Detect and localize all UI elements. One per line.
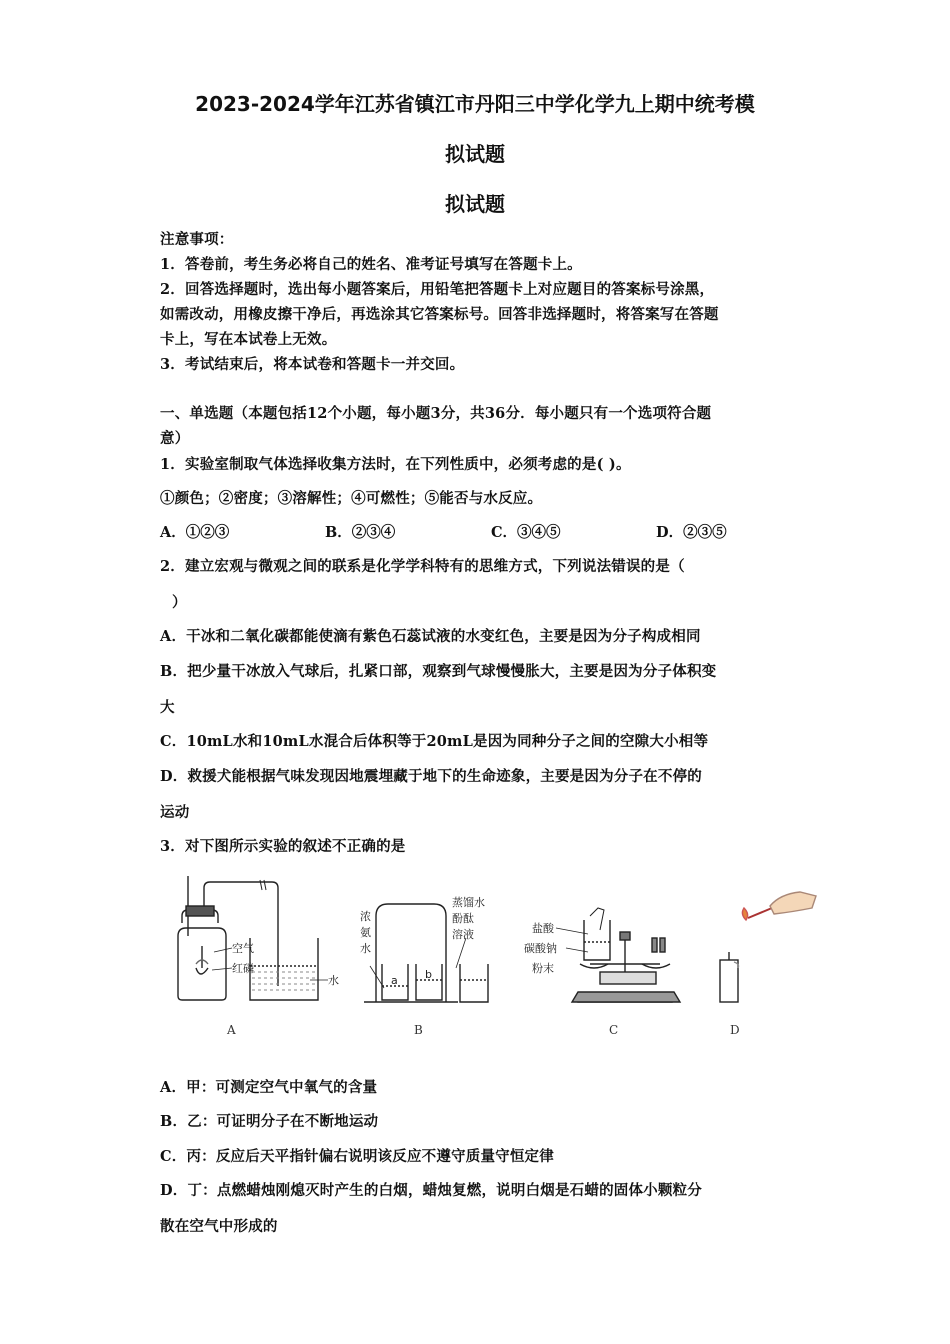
label-sodium-carbonate: 碳酸钠 [524,942,557,955]
notice-heading: 注意事项： [160,231,234,248]
q3-experiment-figure [160,868,820,1048]
q1-option-b: B．②③④ [325,524,396,541]
q2-option-b: B．把少量干冰放入气球后，扎紧口部，观察到气球慢慢胀大，主要是因为分子体积变 [160,663,717,680]
section-heading-cont: 意） [160,430,190,447]
q1-stem: 1．实验室制取气体选择收集方法时，在下列性质中，必须考虑的是( )。 [160,456,631,473]
q1-option-a: A．①②③ [160,524,230,541]
q2-option-a: A．干冰和二氧化碳都能使滴有紫色石蕊试液的水变红色，主要是因为分子构成相同 [160,628,701,645]
label-conc: 浓 [360,910,371,923]
q3-option-c: C．丙：反应后天平指针偏右说明该反应不遵守质量守恒定律 [160,1148,554,1165]
section-heading: 一、单选题（本题包括12个小题，每小题3分，共36分．每小题只有一个选项符合题 [160,405,712,422]
label-ammonia: 氨 [360,926,371,939]
notice-item-2-cont: 如需改动，用橡皮擦干净后，再选涂其它答案标号。回答非选择题时，将答案写在答题 [160,306,719,323]
exam-title-line1: 2023-2024学年江苏省镇江市丹阳三中学化学九上期中统考模 [195,92,755,116]
q1-option-d: D．②③⑤ [656,524,727,541]
caption-b: B [414,1023,423,1037]
q3-option-a: A．甲：可测定空气中氧气的含量 [160,1079,378,1096]
label-water: 水 [328,974,339,987]
label-beaker-a: a [391,974,398,987]
caption-c: C [609,1023,619,1037]
label-red-phosphorus: 红磷 [232,962,254,975]
exam-title-line2: 拟试题 [445,142,505,166]
label-solution: 溶液 [452,928,474,941]
notice-item-1: 1．答卷前，考生务必将自己的姓名、准考证号填写在答题卡上。 [160,256,582,273]
label-beaker-b: b [425,968,432,981]
q3-option-d: D．丁：点燃蜡烛刚熄灭时产生的白烟，蜡烛复燃，说明白烟是石蜡的固体小颗粒分 [160,1182,702,1199]
q3-stem: 3．对下图所示实验的叙述不正确的是 [160,838,406,855]
label-hydrochloric-acid: 盐酸 [532,922,554,935]
apparatus-d [720,892,816,1002]
notice-item-2-cont2: 卡上，写在本试卷上无效。 [160,331,337,348]
apparatus-c [556,908,680,1002]
q2-option-b-cont: 大 [160,699,175,716]
caption-d: D [730,1023,740,1037]
q2-stem-cont: ） [172,594,187,611]
q2-option-d: D．救援犬能根据气味发现因地震埋藏于地下的生命迹象，主要是因为分子在不停的 [160,768,702,785]
experiment-diagrams [160,868,820,1048]
apparatus-a [178,876,328,1000]
caption-a: A [227,1023,236,1037]
label-distilled-water: 蒸馏水 [452,896,485,909]
exam-title-line3: 拟试题 [445,192,505,216]
label-powder: 粉末 [532,962,554,975]
q2-option-c: C．10mL水和10mL水混合后体积等于20mL是因为同种分子之间的空隙大小相等 [160,733,709,750]
notice-item-2: 2．回答选择题时，选出每小题答案后，用铅笔把答题卡上对应题目的答案标号涂黑， [160,281,715,298]
label-water-b: 水 [360,942,371,955]
q3-option-d-cont: 散在空气中形成的 [160,1218,278,1235]
q3-option-b: B．乙：可证明分子在不断地运动 [160,1113,379,1130]
q2-stem: 2．建立宏观与微观之间的联系是化学学科特有的思维方式，下列说法错误的是（ [160,558,685,575]
q1-props: ①颜色；②密度；③溶解性；④可燃性；⑤能否与水反应。 [160,490,543,507]
label-air: 空气 [232,942,254,955]
notice-item-3: 3．考试结束后，将本试卷和答题卡一并交回。 [160,356,465,373]
q2-option-d-cont: 运动 [160,804,190,821]
label-phenolphthalein: 酚酞 [452,912,474,925]
q1-option-c: C．③④⑤ [491,524,561,541]
